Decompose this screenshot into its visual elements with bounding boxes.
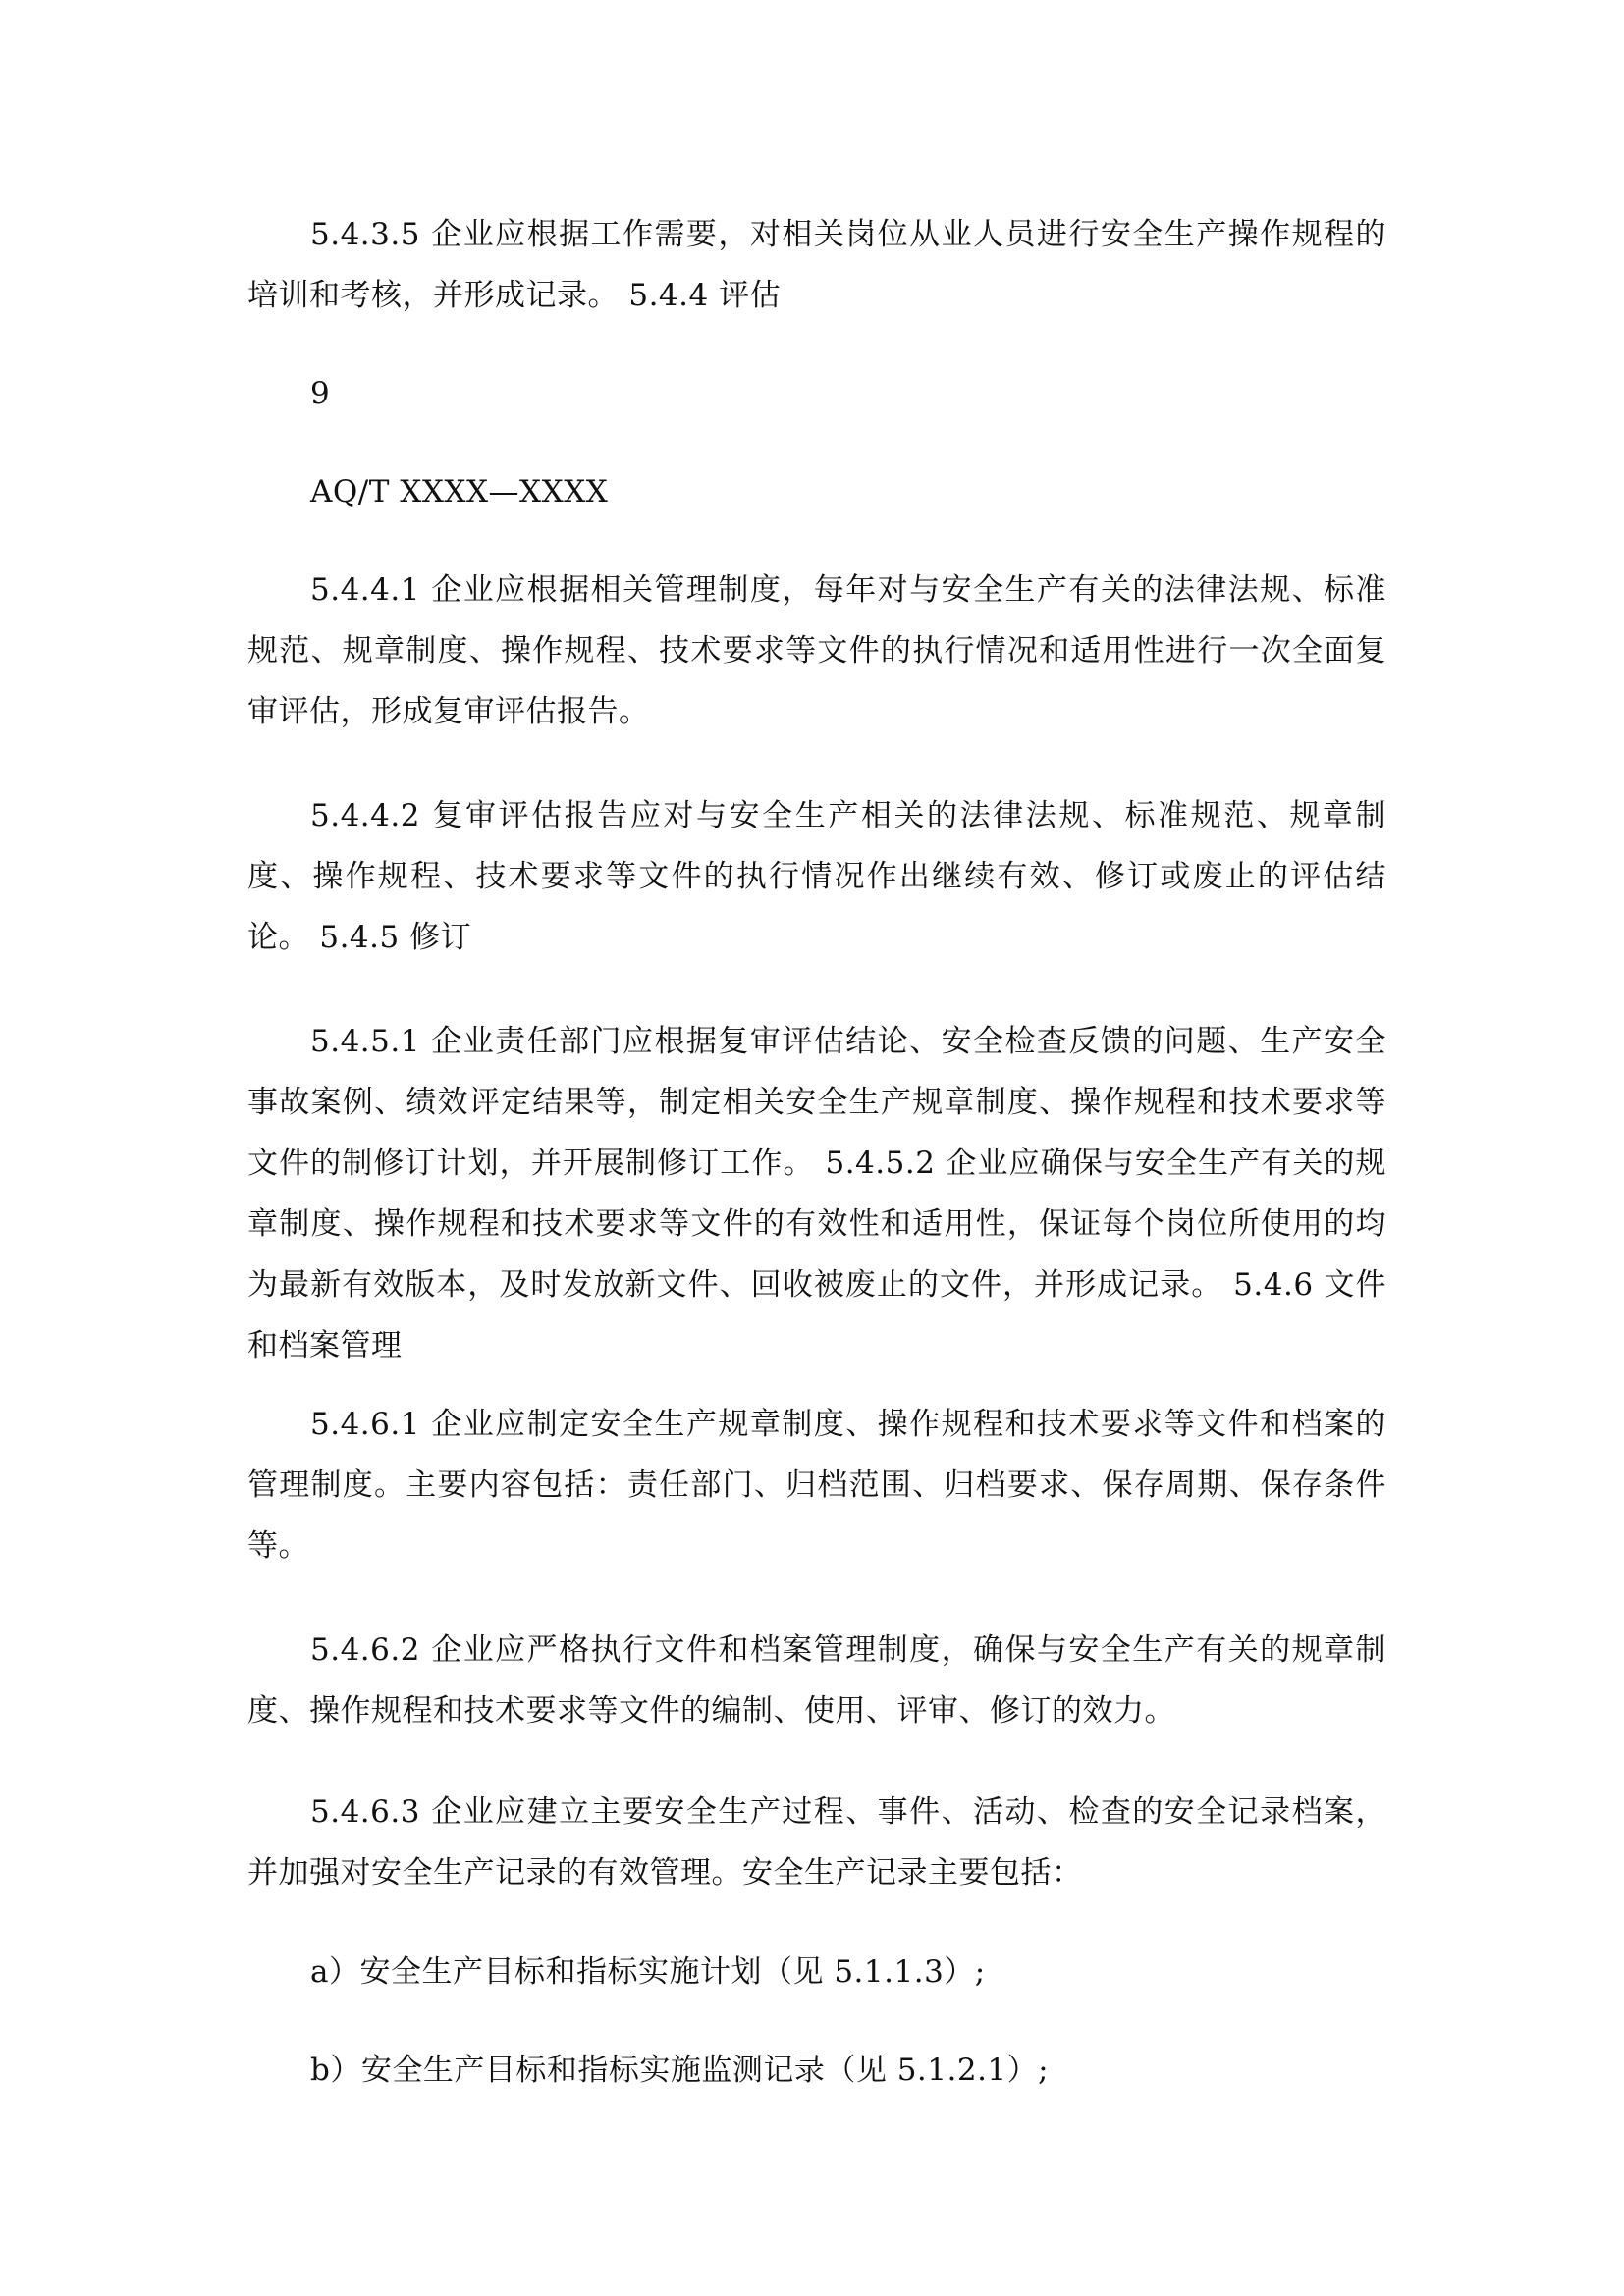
paragraph-5-4-6-2: 5.4.6.2 企业应严格执行文件和档案管理制度，确保与安全生产有关的规章制度、操作规程和技术要求等文件的编制、使用、评审、修订的效力。 (247, 1632, 1386, 1729)
paragraph-5-4-5-1: 5.4.5.1 企业责任部门应根据复审评估结论、安全检查反馈的问题、生产安全事故案例、绩效评定结果等，制定相关安全生产规章制度、操作规程和技术要求等文件的制修订计划，并开展制修订工作。 5.4.5.2 企业应确保与安全生产有关的规章制度、操作规程和技术要求等文件的有效性和适用性，保证每个岗位所使用的均为最新有效版本，及时发放新文件、回收被废止的文件，并形成记录。 5.4.6 文件和档案管理 (247, 1024, 1386, 1363)
paragraph-5-4-4-2: 5.4.4.2 复审评估报告应对与安全生产相关的法律法规、标准规范、规章制度、操作规程、技术要求等文件的执行情况作出继续有效、修订或废止的评估结论。 5.4.5 修订 (247, 798, 1386, 955)
page-number: 9 (310, 376, 331, 411)
list-item-a: a）安全生产目标和指标实施计划（见 5.1.1.3）; (310, 1954, 986, 1990)
paragraph-5-4-4-1: 5.4.4.1 企业应根据相关管理制度，每年对与安全生产有关的法律法规、标准规范、规章制度、操作规程、技术要求等文件的执行情况和适用性进行一次全面复审评估，形成复审评估报告。 (247, 572, 1386, 729)
paragraph-5-4-3-5: 5.4.3.5 企业应根据工作需要，对相关岗位从业人员进行安全生产操作规程的培训和考核，并形成记录。 5.4.4 评估 (247, 217, 1386, 313)
list-item-b: b）安全生产目标和指标实施监测记录（见 5.1.2.1）; (310, 2053, 1050, 2088)
paragraph-5-4-6-3: 5.4.6.3 企业应建立主要安全生产过程、事件、活动、检查的安全记录档案，并加强对安全生产记录的有效管理。安全生产记录主要包括： (247, 1794, 1386, 1891)
document-code: AQ/T XXXX—XXXX (310, 474, 609, 509)
paragraph-5-4-6-1: 5.4.6.1 企业应制定安全生产规章制度、操作规程和技术要求等文件和档案的管理制度。主要内容包括：责任部门、归档范围、归档要求、保存周期、保存条件等。 (247, 1407, 1386, 1564)
